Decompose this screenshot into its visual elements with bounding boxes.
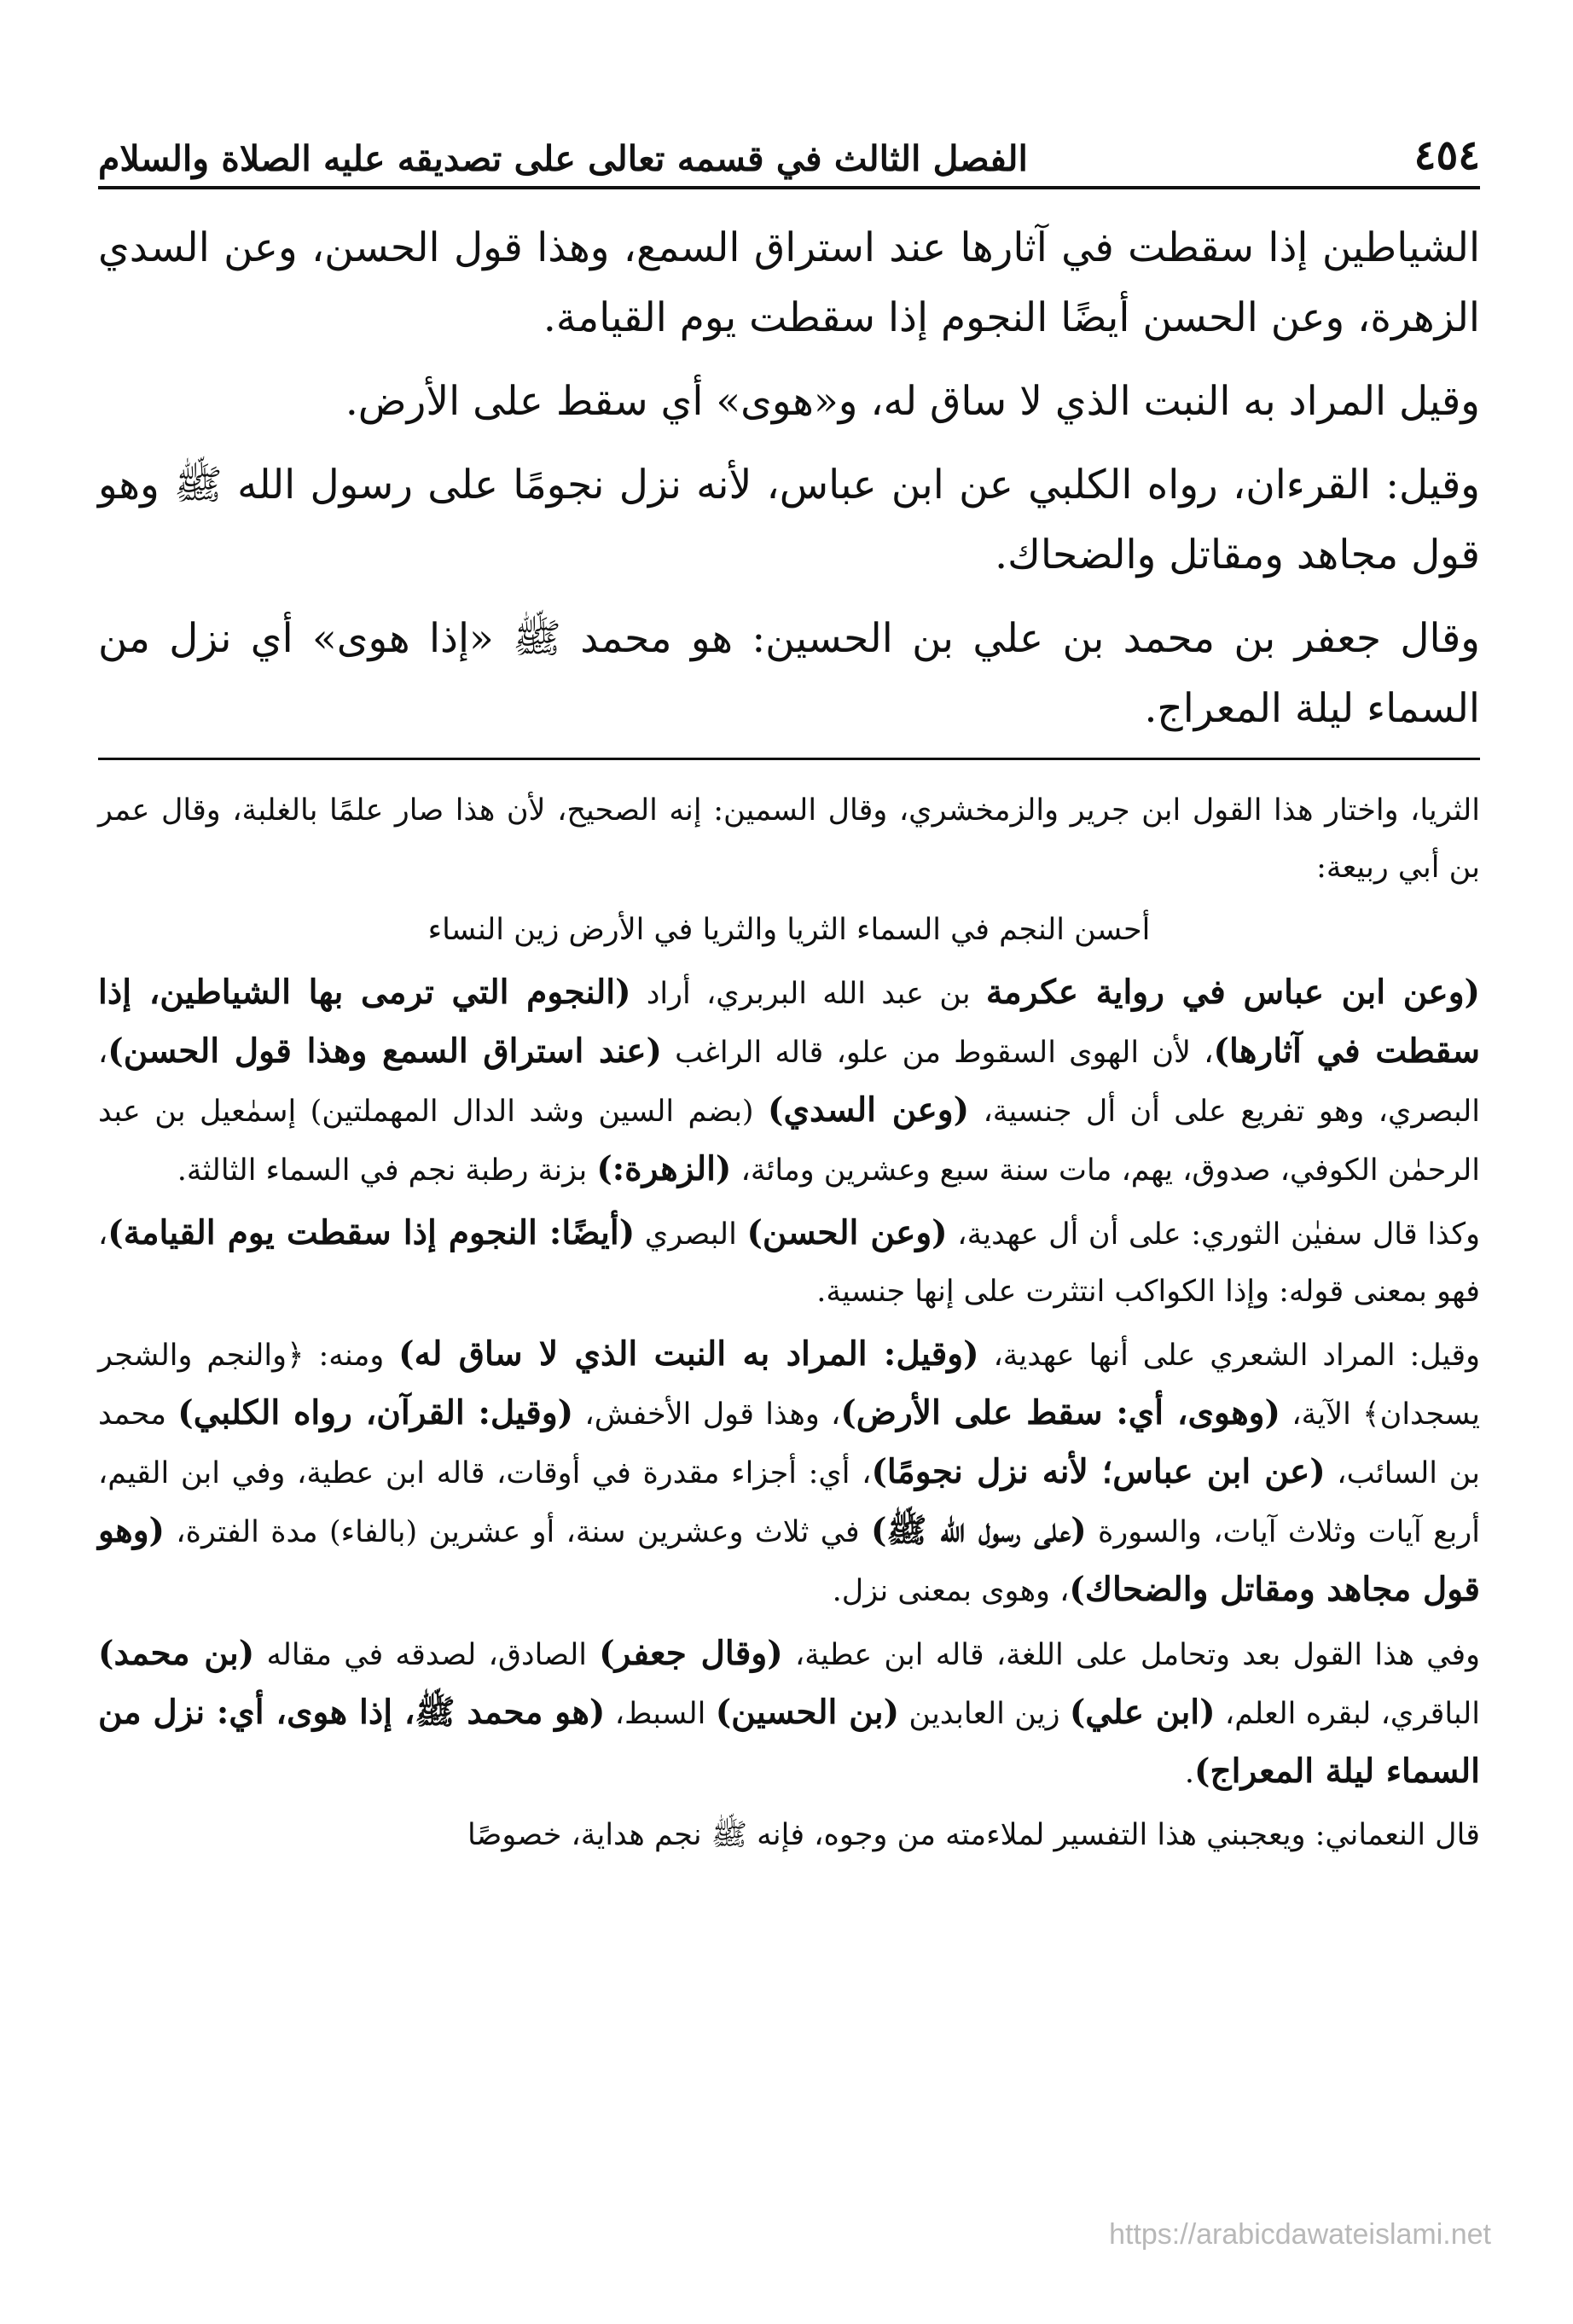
note-text: .	[1184, 1756, 1195, 1790]
note-text: ، فهو بمعنى قوله: وإذا الكواكب انتثرت على إنها جنسية.	[98, 1217, 1480, 1309]
quoted-text: (الزهرة:)	[596, 1149, 732, 1188]
note-text: الصادق، لصدقه في مقاله	[254, 1638, 600, 1672]
poetry-verse: أحسن النجم في السماء الثريا والثريا في الأرض زين النساء	[427, 913, 1151, 947]
note-text: (بضم السين وشد الدال المهملتين) إسمٰعيل بن عبد الرحمٰن الكوفي، صدوق، يهم، مات سنة سبع وعشرين ومائة،	[98, 1095, 1480, 1188]
note-paragraph-3	[98, 964, 1480, 1200]
quoted-text: (النجوم التي ترمى بها الشياطين، إذا سقطت في آثارها)	[98, 973, 1481, 1071]
note-text: وفي هذا القول بعد وتحامل على اللغة، قاله ابن عطية،	[782, 1638, 1480, 1672]
note-paragraph-4	[98, 1205, 1480, 1321]
quoted-text: (أيضًا: النجوم إذا سقطت يوم القيامة)	[107, 1213, 636, 1252]
quoted-text: (وهو قول مجاهد ومقاتل والضحاك)	[98, 1511, 1480, 1609]
note-text: زين العابدين	[899, 1697, 1070, 1731]
quoted-text: (وعن ابن عباس في رواية عكرمة	[985, 973, 1480, 1012]
note-text: السبط،	[605, 1697, 716, 1731]
note-text: في ثلاث وعشرين سنة، أو عشرين (بالفاء) مدة الفترة،	[165, 1515, 871, 1549]
page-number: ٤٥٤	[1413, 131, 1480, 179]
main-paragraph-2: وقيل المراد به النبت الذي لا ساق له، و«هوى» أي سقط على الأرض.	[345, 378, 1480, 425]
note-text: الباقري، لبقره العلم،	[1215, 1697, 1480, 1731]
note-text: ، أي: أجزاء مقدرة في أوقات، قاله ابن عطية، وفي ابن القيم، أربع آيات وثلاث آيات، والسورة	[98, 1456, 1481, 1549]
note-text: بزنة رطبة نجم في السماء الثالثة.	[177, 1153, 597, 1188]
quoted-text: (بن الحسين)	[715, 1693, 900, 1732]
note-text: محمد بن السائب،	[98, 1397, 1480, 1490]
footnote-separator	[98, 758, 1480, 760]
main-paragraph-3: وقيل: القرءان، رواه الكلبي عن ابن عباس، لأنه نزل نجومًا على رسول الله ﷺ وهو قول مجاهد ومقاتل والضحاك.	[98, 462, 1480, 578]
chapter-title: الفصل الثالث في قسمه تعالى على تصديقه عليه الصلاة والسلام	[98, 138, 1028, 179]
note-text: ، وهوى بمعنى نزل.	[832, 1574, 1070, 1608]
note-text: ومنه: ﴿والنجم والشجر يسجدان﴾ الآية،	[98, 1339, 1480, 1432]
note-text: البصري	[635, 1217, 747, 1252]
note-text: وقيل: المراد الشعري على أنها عهدية،	[978, 1339, 1480, 1373]
note-paragraph-5	[98, 1326, 1480, 1620]
quoted-text: (عن ابن عباس؛ لأنه نزل نجومًا)	[871, 1452, 1326, 1491]
note-text: ، البصري، وهو تفريع على أن أل جنسية،	[98, 1036, 1480, 1129]
watermark-url: https://arabicdawateislami.net	[1109, 2218, 1491, 2251]
quoted-text: (وهوى، أي: سقط على الأرض)	[840, 1393, 1280, 1432]
quoted-text: (على رسول الله ﷺ)	[870, 1511, 1087, 1550]
main-text	[98, 213, 1480, 744]
book-page	[98, 94, 1480, 2244]
quoted-text: (عند استراق السمع وهذا قول الحسن)	[107, 1031, 662, 1071]
note-paragraph-7: قال النعماني: ويعجبني هذا التفسير لملاءمته من وجوه، فإنه ﷺ نجم هداية، خصوصًا	[467, 1818, 1480, 1852]
main-paragraph-4: وقال جعفر بن محمد بن علي بن الحسين: هو محمد ﷺ «إذا هوى» أي نزل من السماء ليلة المعراج.	[98, 615, 1480, 732]
quoted-text: (هو محمد ﷺ، إذا هوى، أي: نزل من السماء ليلة المعراج)	[98, 1693, 1480, 1791]
note-paragraph-1: الثريا، واختار هذا القول ابن جرير والزمخشري، وقال السمين: إنه الصحيح، لأن هذا صار علمًا بالغلبة، وقال عمر بن أبي ربيعة:	[98, 793, 1480, 885]
main-paragraph-1: الشياطين إذا سقطت في آثارها عند استراق السمع، وهذا قول الحسن، وعن السدي الزهرة، وعن الحسن أيضًا النجوم إذا سقطت يوم القيامة.	[98, 224, 1480, 341]
note-paragraph-6	[98, 1625, 1480, 1802]
note-text: بن عبد الله البربري، أراد	[630, 977, 986, 1011]
quoted-text: (وقيل: المراد به النبت الذي لا ساق له)	[398, 1334, 979, 1374]
quoted-text: (وقيل: القرآن، رواه الكلبي)	[177, 1393, 574, 1432]
quoted-text: (ابن علي)	[1069, 1693, 1216, 1732]
running-header	[98, 94, 1480, 189]
note-text: ، وهذا قول الأخفش،	[573, 1397, 841, 1432]
note-text: ، لأن الهوى السقوط من علو، قاله الراغب	[661, 1036, 1214, 1070]
quoted-text: (وعن السدي)	[768, 1090, 970, 1130]
quoted-text: (بن محمد)	[98, 1634, 255, 1673]
commentary	[98, 782, 1480, 1864]
quoted-text: (وعن الحسن)	[746, 1213, 948, 1252]
quoted-text: (وقال جعفر)	[599, 1634, 783, 1673]
note-text: وكذا قال سفيٰن الثوري: على أن أل عهدية،	[947, 1217, 1480, 1252]
